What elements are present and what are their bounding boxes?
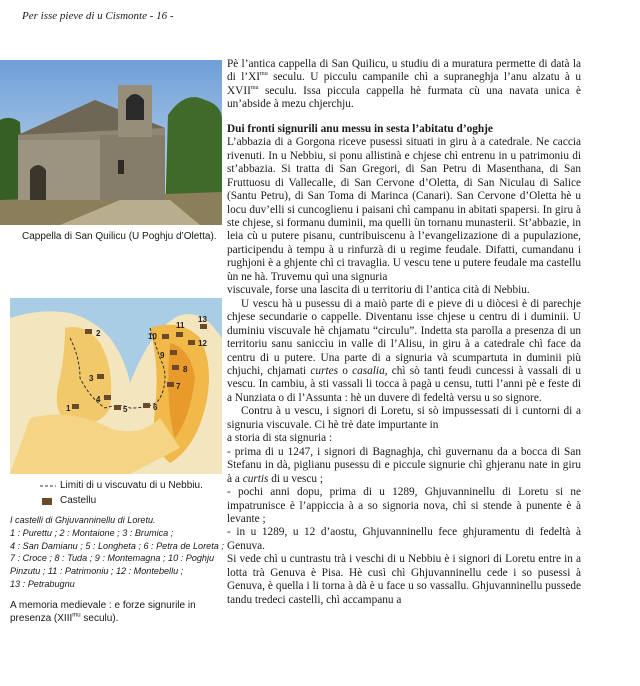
paragraph-bishop: U vescu hà u pusessu di a maiò parte di e pieve di u diòcesi è di parechje chjese secundarie o cappelle. Diventanu isse chjese u centru di i duminii. U duminiu viscuvale hè chjamatu “circulu”. Indetta sta parolla a presenza di un territoriu sanu saniccìu in valle di l’Alisu, in giru à a catedrale chì face da centru di u putere. Una parte di a signuria và scumpartuta in duminii più chjuchi, chjamati curtes o casalia, chì sò tanti feudi cuncessi à vassali di u vescu. In cambiu, à sti vassali li tocca à pagà u censu, tutti l’anni pè e feste di a Nunziata o di l’Assunta : hè un duvere di fedeltà versu u so signore. (227, 297, 582, 404)
section-heading: Dui fronti signurili anu messu in sesta l’abitatu d’oghje (227, 122, 493, 135)
chapel-photo (0, 60, 222, 225)
list-item-1289-before: - pochi anni dopu, prima di u 1289, Ghjuvanninellu di Loretu si ne impatrunisce è l’appiccia à a so signoria nova, chì si stende à punente è à levante ; (227, 486, 581, 525)
paragraph-gorgona: L’abbazia di a Gorgona riceve pusessi situati in giru à a catedrale. Ne caccia rivenuti. In u Nebbiu, si ponu allistinà e chjese chì entrenu in u patrimoniu di st’abbazia. Si tratta di San Gregori, di San Petru di Masenthana, di San Fruttuosu di Vallecalle, di San Cervone d’Oletta, di San Niculau di Salice (Santu Petru), di San Toma di Marinca (Canari). San Cervone d’Oletta hè u locu duv’elli si cuncoglienu i paisani chì campanu in abitati spapersi. In giru à ste chjese, si formanu duminii, ma quelli ùn tornanu munasterii. St’abbazie, in leia cù u putere pisanu, cuntribuiscenu à l’evangelizazione di a pupulazione, participendu à tempu à u rinfurzà di u regime feudale. Difatti, cumandanu i rughjoni è a ghjente chì ci travaglia. U vescu tene u putere feudale ma castellu ùn ne hà. Truvemu quì una signuria (227, 136, 581, 283)
map-number-9: 9 (160, 351, 165, 360)
photo-caption: Cappella di San Quilicu (U Poghju d’Oletta). (22, 231, 217, 242)
castles-caption-line: 7 : Croce ; 8 : Tuda ; 9 : Montemagna ; 10 : Poghju (10, 553, 215, 564)
map-number-2: 2 (96, 329, 101, 338)
map-number-13: 13 (198, 315, 207, 324)
map-number-12: 12 (198, 339, 207, 348)
castle-icon (40, 496, 54, 506)
legend-castle: Castellu (60, 495, 97, 506)
map-number-5: 5 (123, 405, 128, 414)
map-number-8: 8 (183, 365, 188, 374)
castles-caption-line: 4 : San Damianu ; 5 : Longheta ; 6 : Petra de Loreta ; (10, 540, 224, 551)
castles-caption-title: I castelli di Ghjuvanninellu di Loretu. (10, 515, 156, 525)
medieval-memory-caption: A memoria medievale : e forze signurile in presenza ($XIII^{mu}$ seculu). (10, 600, 196, 624)
paragraph-genoa: Si vede chì u cuntrastu trà i veschi di u Nebbiu è i signori di Loretu entre in a lotta trà Genuva è Pisa. Hè cusì chì Ghjuvanninellu cede i so pusessi à Genuva, è quella i li torna à dà è u face u so vassallu. Ghjuvanninellu pussede tandu tredeci castelli, chì accampanu a (227, 553, 581, 606)
castles-caption-line: 1 : Purettu ; 2 : Montaione ; 3 : Brumica ; (10, 527, 174, 538)
paragraph-loretu-cont: a storia di sta signuria : (227, 432, 333, 445)
map-number-10: 10 (148, 332, 157, 341)
legend-boundary: Limiti di u viscuvatu di u Nebbiu. (60, 480, 203, 491)
paragraph-chapel: Pè l’antica cappella di San Quilicu, u studiu di a muratura permette di datà la di $l’XI^{mu}$ seculu. U picculu campanile chì a supraneghja l’anu alzatu à u $XVII^{mu}$ seculu. Issa piccula cappella hè furmata cù una navata unica è un’abside à mezu chjerchju. (227, 58, 581, 111)
map-number-3: 3 (89, 374, 94, 383)
body-column (227, 58, 581, 607)
map-number-7: 7 (176, 382, 181, 391)
list-item-1247: - prima di u 1247, i signori di Bagnaghja, chì guvernanu da a bocca di San Stefanu in dà, piglianu pusessu di e piccule signurie chì ghjeranu nate in giru à a curtis di u vescu ; (227, 445, 581, 485)
paragraph-gorgona-end: viscuvale, forse una lascita di u territoriu di l’antica cità di Nebbiu. (227, 284, 530, 297)
paragraph-loretu: Contru à u vescu, i signori di Loretu, si sò impussessati di i cuntorni di a signuria viscuvale. Ci hè trè date impurtante in (227, 405, 581, 431)
map-number-11: 11 (176, 321, 185, 330)
running-header: Per isse pieve di u Cismonte - 16 - (22, 10, 174, 22)
nebbiu-map (10, 298, 222, 474)
list-item-1289: - in u 1289, u 12 d’aostu, Ghjuvanninellu fece ghjuramentu di fedeltà à Genuva. (227, 526, 581, 552)
castles-caption-line: 13 : Petrabugnu (10, 578, 75, 589)
map-number-4: 4 (96, 395, 101, 404)
map-number-1: 1 (66, 404, 71, 413)
boundary-line-icon (40, 480, 56, 492)
castles-caption (10, 514, 225, 591)
castles-caption-line: Pinzutu ; 11 : Patrimoniu ; 12 : Montebellu ; (10, 566, 184, 577)
map-legend (10, 477, 222, 511)
map-number-6: 6 (153, 403, 158, 412)
